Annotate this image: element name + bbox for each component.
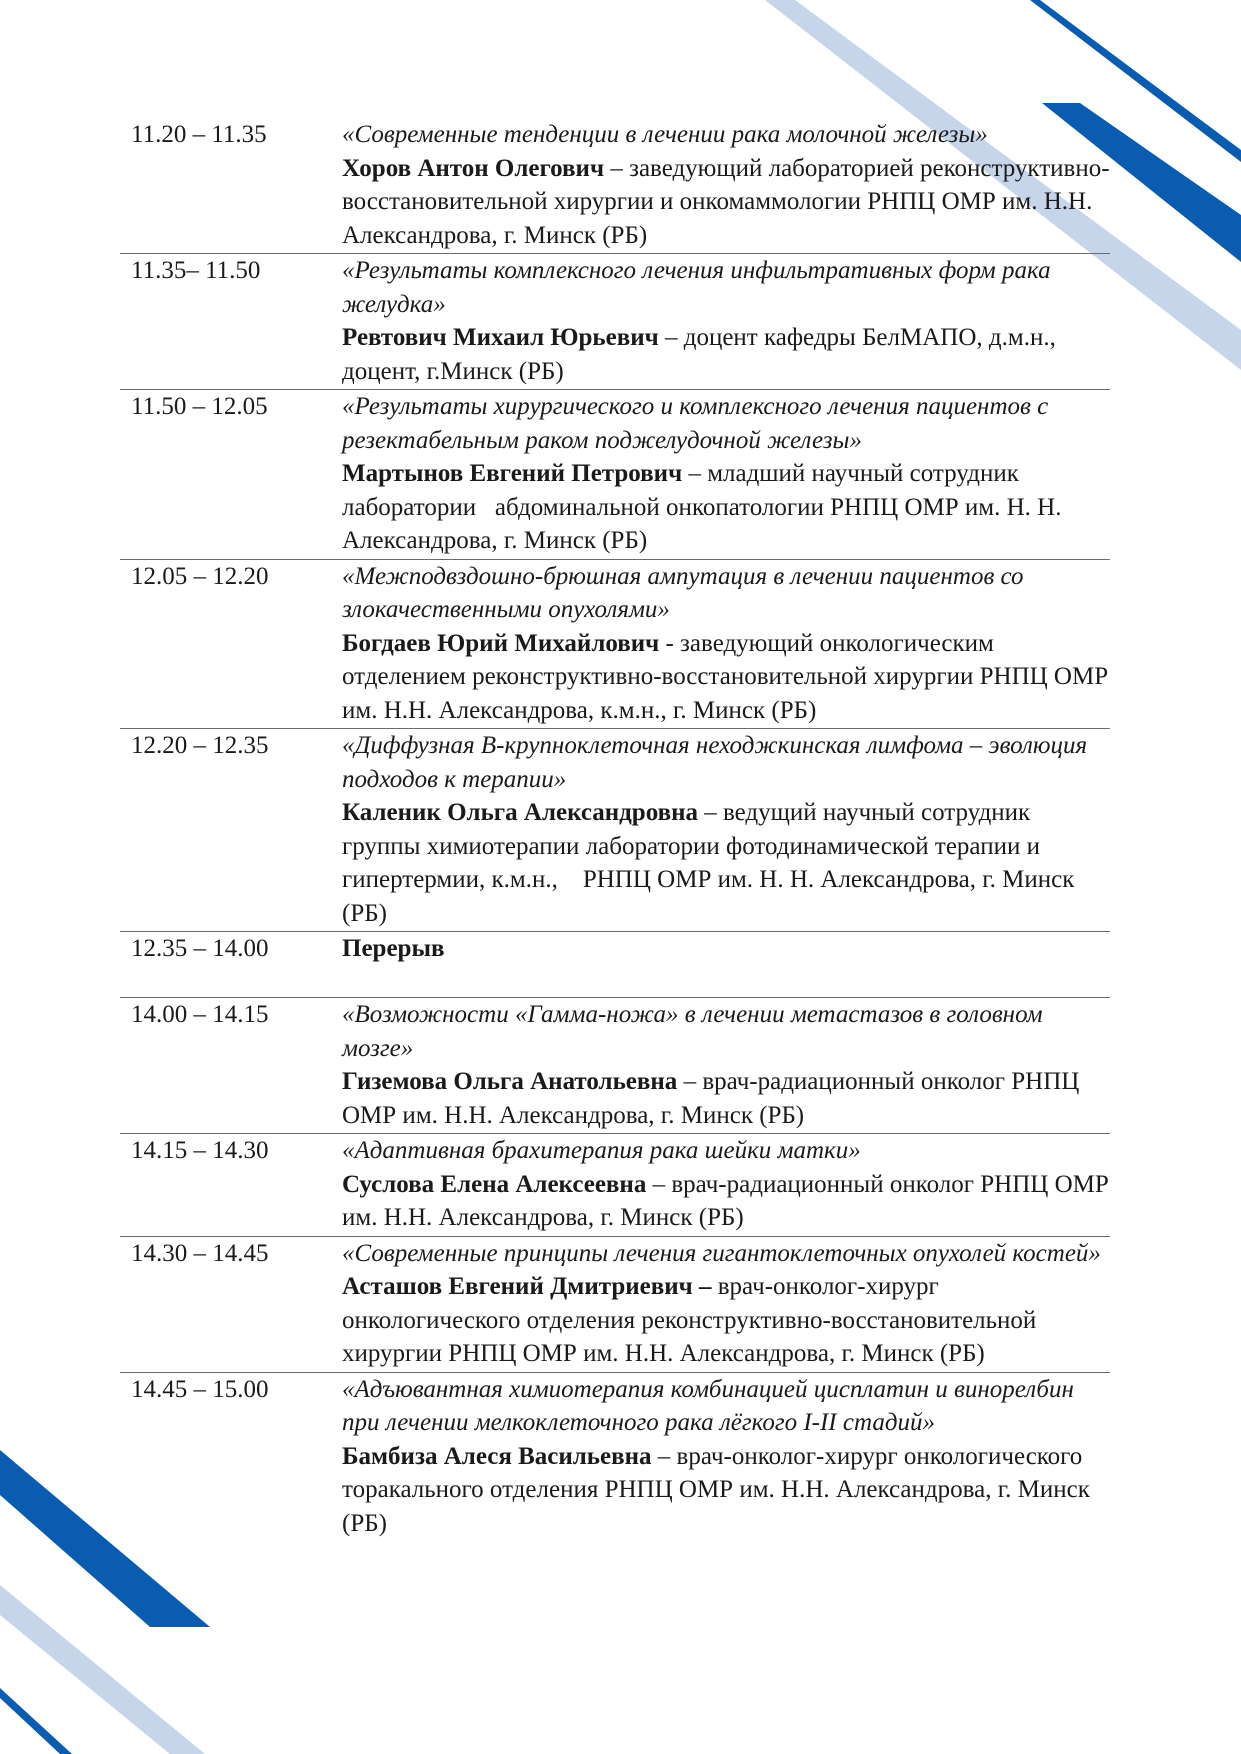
speaker-name: Богдаев Юрий Михайлович: [342, 629, 660, 657]
speaker-details: – врач-радиационный онколог РНПЦ ОМР им. Н.Н. Александрова, г. Минск (РБ): [342, 1170, 1109, 1231]
talk-title: «Адаптивная брахитерапия рака шейки матки»: [342, 1137, 861, 1164]
schedule-row: [120, 998, 1110, 1134]
time-slot: 11.35– 11.50: [131, 257, 261, 284]
talk-cell: [342, 729, 1110, 930]
schedule-table: [120, 118, 1110, 1541]
speaker-name: Мартынов Евгений Петрович: [342, 460, 683, 487]
talk-cell: [342, 1373, 1110, 1541]
break-cell: [342, 932, 1110, 996]
talk-title: «Результаты хирургического и комплексного лечения пациентов с резектабельным раком поджелудочной железы»: [342, 393, 1049, 454]
break-label: Перерыв: [342, 935, 445, 962]
speaker-details: – врач-онколог-хирург онкологического торакального отделения РНПЦ ОМР им. Н.Н. Александрова, г. Минск (РБ): [342, 1442, 1090, 1537]
talk-title: «Адъювантная химиотерапия комбинацией цисплатин и винорелбин при лечении мелкоклеточного рака лёгкого I-II стадий»: [342, 1375, 1074, 1436]
talk-cell: [342, 1237, 1110, 1371]
talk-cell: [342, 998, 1110, 1132]
time-slot: 12.20 – 12.35: [131, 732, 269, 759]
talk-title: «Межподвздошно-брюшная ампутация в лечении пациентов со злокачественными опухолями»: [342, 562, 1024, 623]
speaker-name: Суслова Елена Алексеевна: [342, 1170, 647, 1198]
schedule-row: [120, 1373, 1110, 1542]
talk-title: «Современные тенденции в лечении рака молочной железы»: [342, 121, 988, 148]
time-slot: 14.45 – 15.00: [131, 1375, 269, 1403]
time-slot: 12.35 – 14.00: [131, 935, 269, 962]
speaker-details: врач-онколог-хирург онкологического отделения реконструктивно-восстановительной хирургии РНПЦ ОМР им. Н.Н. Александрова, г. Минск (РБ): [342, 1273, 1037, 1367]
talk-title: «Возможности «Гамма-ножа» в лечении метастазов в головном мозге»: [342, 1001, 1043, 1062]
time-slot: 14.00 – 14.15: [131, 1001, 269, 1028]
schedule-row: [120, 118, 1110, 254]
schedule-row: [120, 729, 1110, 932]
speaker-name: Асташов Евгений Дмитриевич –: [342, 1273, 712, 1300]
talk-title: «Современные принципы лечения гигантоклеточных опухолей костей»: [342, 1239, 1101, 1267]
schedule-row: [120, 390, 1110, 560]
bottom-left-thin-stripe: [0, 1688, 72, 1754]
talk-title: «Диффузная В-крупноклеточная неходжкинская лимфома – эволюция подходов к терапии»: [342, 732, 1088, 793]
talk-cell: [342, 254, 1110, 388]
speaker-name: Каленик Ольга Александровна: [342, 799, 698, 826]
speaker-details: – доцент кафедры БелМАПО, д.м.н., доцент, г.Минск (РБ): [342, 324, 1056, 385]
talk-cell: [342, 118, 1110, 252]
speaker-details: – младший научный сотрудник лаборатории абдоминальной онкопатологии РНПЦ ОМР им. Н. Н. Александрова, г. Минск (РБ): [342, 460, 1068, 554]
schedule-row: [120, 254, 1110, 390]
speaker-name: Хоров Антон Олегович: [342, 154, 605, 182]
talk-cell: [342, 560, 1110, 728]
speaker-details: – ведущий научный сотрудник группы химиотерапии лаборатории фотодинамической терапии и гипертермии, к.м.н., РНПЦ ОМР им. Н. Н. Александрова, г. Минск (РБ): [342, 799, 1081, 927]
speaker-details: – заведующий лабораторией реконструктивно-восстановительной хирургии и онкомаммологии РНПЦ ОМР им. Н.Н. Александрова, г. Минск (РБ): [342, 154, 1110, 249]
speaker-name: Бамбиза Алеся Васильевна: [342, 1442, 652, 1470]
speaker-details: - заведующий онкологическим отделением реконструктивно-восстановительной хирургии РНПЦ ОМР им. Н.Н. Александрова, к.м.н., г. Минск (РБ): [342, 629, 1109, 724]
talk-title: «Результаты комплексного лечения инфильтративных форм рака желудка»: [342, 257, 1051, 318]
time-slot: 14.30 – 14.45: [131, 1239, 269, 1267]
schedule-row: [120, 1134, 1110, 1237]
speaker-name: Ревтович Михаил Юрьевич: [342, 324, 659, 351]
schedule-row: [120, 1237, 1110, 1373]
time-slot: 12.05 – 12.20: [131, 562, 269, 590]
speaker-details: – врач-радиационный онколог РНПЦ ОМР им. Н.Н. Александрова, г. Минск (РБ): [342, 1068, 1080, 1129]
time-slot: 14.15 – 14.30: [131, 1137, 269, 1164]
talk-cell: [342, 1134, 1110, 1235]
talk-cell: [342, 390, 1110, 558]
break-row: [120, 932, 1110, 998]
schedule-row: [120, 560, 1110, 730]
time-slot: 11.50 – 12.05: [131, 393, 268, 420]
time-slot: 11.20 – 11.35: [131, 121, 267, 148]
speaker-name: Гиземова Ольга Анатольевна: [342, 1068, 678, 1095]
